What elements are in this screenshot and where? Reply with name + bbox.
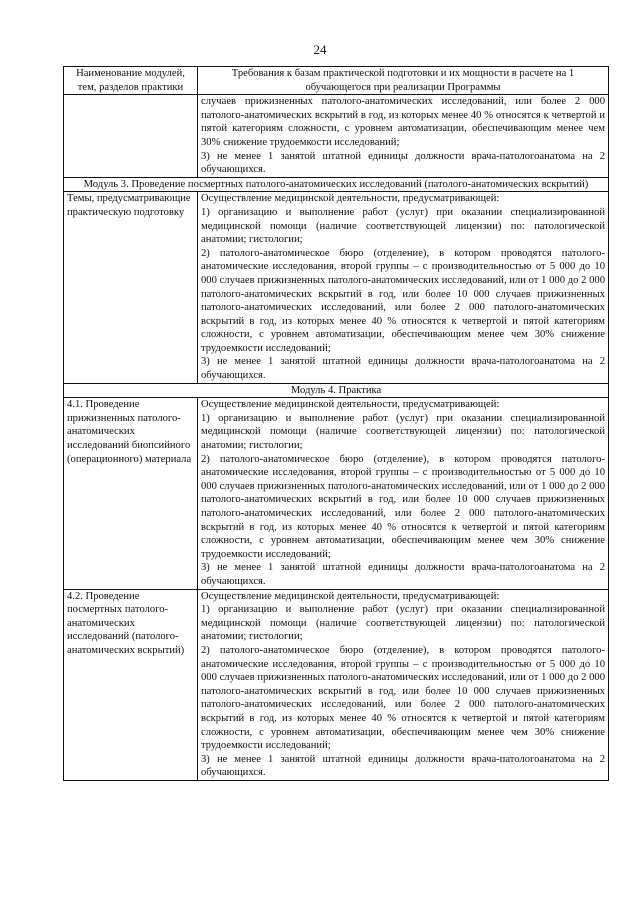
topic-cell: 4.2. Проведение посмертных патолого-анатомических исследований (патолого-анатомических вскрытий) bbox=[64, 589, 198, 780]
requirement-paragraph: 2) патолого-анатомическое бюро (отделение), в котором проводятся патолого-анатомические исследования, второй группы – с производительностью от 5 000 до 10 000 случаев прижизненных патолого-анатомических исследований, или от 1 000 до 2 000 патолого-анатомических вскрытий в год, или более 10 000 случаев прижизненных патолого-анатомических исследований, или более 2 000 патолого-анатомических вскрытий в год, из которых менее 40 % относятся к четвертой и пятой категориям сложности, с уровнем автоматизации, обеспечивающим менее чем 30% снижение трудоемкости исследований; bbox=[201, 644, 605, 752]
table-row-continuation bbox=[64, 95, 609, 178]
requirement-paragraph: 2) патолого-анатомическое бюро (отделение), в котором проводятся патолого-анатомические исследования, второй группы – с производительностью от 5 000 до 10 000 случаев прижизненных патолого-анатомических исследований, или от 1 000 до 2 000 патолого-анатомических вскрытий в год, или более 10 000 случаев прижизненных патолого-анатомических исследований, или более 2 000 патолого-анатомических вскрытий в год, из которых менее 40 % относятся к четвертой и пятой категориям сложности, с уровнем автоматизации, обеспечивающим менее чем 30% снижение трудоемкости исследований; bbox=[201, 453, 605, 560]
requirement-paragraph: 1) организацию и выполнение работ (услуг) при оказании специализированной медицинской помощи (наличие соответствующей лицензии) по: патологической анатомии; гистологии; bbox=[201, 604, 605, 643]
topic-cell: 4.1. Проведение прижизненных патолого-анатомических исследований биопсийного (операционного) материала bbox=[64, 398, 198, 589]
topic-cell: Темы, предусматривающие практическую подготовку bbox=[64, 192, 198, 383]
requirements-cell bbox=[198, 95, 609, 178]
requirement-paragraph: 3) не менее 1 занятой штатной единицы должности врача-патологоанатома на 2 обучающихся. bbox=[201, 356, 605, 382]
module-3-title: Модуль 3. Проведение посмертных патолого-анатомических исследований (патолого-анатомических вскрытий) bbox=[64, 177, 609, 192]
requirement-paragraph: 1) организацию и выполнение работ (услуг) при оказании специализированной медицинской помощи (наличие соответствующей лицензии) по: патологической анатомии; гистологии; bbox=[201, 412, 605, 452]
requirements-cell bbox=[198, 589, 609, 780]
topic-cell-empty bbox=[64, 95, 198, 178]
requirement-paragraph: Осуществление медицинской деятельности, предусматривающей: bbox=[201, 193, 500, 205]
requirement-paragraph: 3) не менее 1 занятой штатной единицы должности врача-патологоанатома на 2 обучающихся. bbox=[201, 753, 605, 779]
requirement-paragraph: Осуществление медицинской деятельности, предусматривающей: bbox=[201, 590, 500, 602]
requirements-cell bbox=[198, 398, 609, 589]
requirements-table bbox=[63, 66, 609, 781]
module-3-title-row bbox=[64, 177, 609, 192]
module-4-title-row bbox=[64, 383, 609, 398]
table-row bbox=[64, 398, 609, 589]
page-number: 24 bbox=[313, 42, 327, 57]
requirement-paragraph: 3) не менее 1 занятой штатной единицы должности врача-патологоанатома на 2 обучающихся. bbox=[201, 150, 605, 176]
table-row bbox=[64, 589, 609, 780]
requirement-paragraph: 3) не менее 1 занятой штатной единицы должности врача-патологоанатома на 2 обучающихся. bbox=[201, 562, 605, 587]
requirement-paragraph: случаев прижизненных патолого-анатомических исследований, или более 2 000 патолого-анатомических вскрытий в год, из которых менее 40 % относятся к четвертой и пятой категориям сложности, с уровнем автоматизации, обеспечивающим менее чем 30% снижение трудоемкости исследований; bbox=[201, 96, 605, 148]
module-4-title: Модуль 4. Практика bbox=[64, 383, 609, 398]
requirement-paragraph: 1) организацию и выполнение работ (услуг) при оказании специализированной медицинской помощи (наличие соответствующей лицензии) по: патологической анатомии; гистологии; bbox=[201, 206, 605, 246]
table-row bbox=[64, 192, 609, 383]
header-requirements: Требования к базам практической подготовки и их мощности в расчете на 1 обучающегося при реализации Программы bbox=[198, 67, 609, 95]
requirements-cell bbox=[198, 192, 609, 383]
requirement-paragraph: 2) патолого-анатомическое бюро (отделение), в котором проводятся патолого-анатомические исследования, второй группы – с производительностью от 5 000 до 10 000 случаев прижизненных патолого-анатомических исследований, или от 1 000 до 2 000 патолого-анатомических вскрытий в год, или более 10 000 случаев прижизненных патолого-анатомических исследований, или более 2 000 патолого-анатомических вскрытий в год, из которых менее 40 % относятся к четвертой и пятой категориям сложности, с уровнем автоматизации, обеспечивающим менее чем 30% снижение трудоемкости исследований; bbox=[201, 247, 605, 354]
table-header-row bbox=[64, 67, 609, 95]
header-modules: Наименование модулей, тем, разделов практики bbox=[64, 67, 198, 95]
requirement-paragraph: Осуществление медицинской деятельности, предусматривающей: bbox=[201, 399, 500, 411]
